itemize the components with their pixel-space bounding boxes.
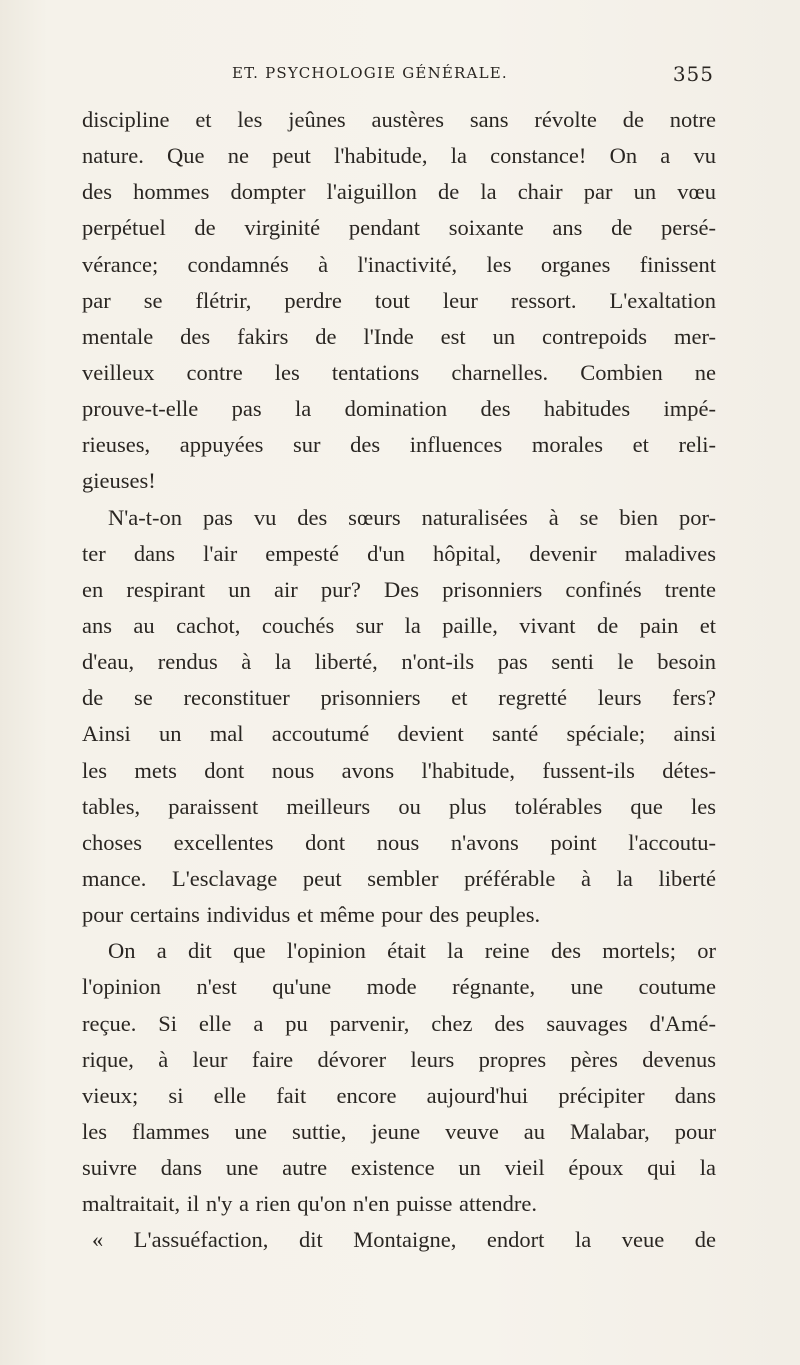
text-line: veilleux contre les tentations charnelles. Combien ne: [82, 359, 716, 385]
text-line: mentale des fakirs de l'Inde est un contrepoids mer-: [82, 323, 716, 349]
text-line: nature. Que ne peut l'habitude, la constance! On a vu: [82, 143, 716, 169]
body-text: [82, 102, 716, 1259]
text-line: les flammes une suttie, jeune veuve au Malabar, pour: [82, 1118, 716, 1144]
text-line: Ainsi un mal accoutumé devient santé spéciale; ainsi: [82, 721, 716, 747]
text-line: On a dit que l'opinion était la reine des mortels; or: [108, 938, 716, 964]
text-line: pour certains individus et même pour des peuples.: [82, 902, 541, 928]
text-line: par se flétrir, perdre tout leur ressort. L'exaltation: [82, 287, 716, 313]
text-line: ter dans l'air empesté d'un hôpital, devenir maladives: [82, 540, 716, 566]
text-line: les mets dont nous avons l'habitude, fussent-ils détes-: [82, 757, 716, 783]
text-line: mance. L'esclavage peut sembler préférable à la liberté: [82, 865, 716, 891]
text-line: maltraitait, il n'y a rien qu'on n'en puisse attendre.: [82, 1191, 538, 1217]
text-line: tables, paraissent meilleurs ou plus tolérables que les: [82, 793, 716, 819]
text-line: des hommes dompter l'aiguillon de la chair par un vœu: [82, 179, 716, 205]
text-line: discipline et les jeûnes austères sans révolte de notre: [82, 107, 716, 132]
text-line: rieuses, appuyées sur des influences morales et reli-: [82, 432, 716, 458]
text-line: vérance; condamnés à l'inactivité, les organes finissent: [82, 251, 716, 277]
text-line: choses excellentes dont nous n'avons point l'accoutu-: [82, 829, 716, 855]
text-line: rique, à leur faire dévorer leurs propres pères devenus: [82, 1046, 716, 1072]
text-line: d'eau, rendus à la liberté, n'ont-ils pas senti le besoin: [82, 649, 716, 675]
text-line: reçue. Si elle a pu parvenir, chez des sauvages d'Amé-: [82, 1010, 716, 1036]
text-line: N'a-t-on pas vu des sœurs naturalisées à se bien por-: [108, 504, 716, 530]
page-number: 355: [672, 62, 714, 86]
text-line: suivre dans une autre existence un vieil époux qui la: [82, 1155, 716, 1181]
text-line: de se reconstituer prisonniers et regretté leurs fers?: [82, 685, 716, 711]
text-line: gieuses!: [82, 468, 156, 494]
page-header: [82, 62, 714, 92]
text-line: en respirant un air pur? Des prisonniers confinés trente: [82, 576, 716, 602]
text-line: « L'assuéfaction, dit Montaigne, endort la veue de: [92, 1227, 716, 1253]
text-line: l'opinion n'est qu'une mode régnante, une coutume: [82, 974, 716, 1000]
text-line: prouve-t-elle pas la domination des habitudes impé-: [82, 396, 716, 422]
running-head: ET. PSYCHOLOGIE GÉNÉRALE.: [232, 64, 508, 82]
text-line: vieux; si elle fait encore aujourd'hui précipiter dans: [82, 1082, 716, 1108]
text-line: perpétuel de virginité pendant soixante ans de persé-: [82, 215, 716, 241]
text-line: ans au cachot, couchés sur la paille, vivant de pain et: [82, 612, 716, 638]
